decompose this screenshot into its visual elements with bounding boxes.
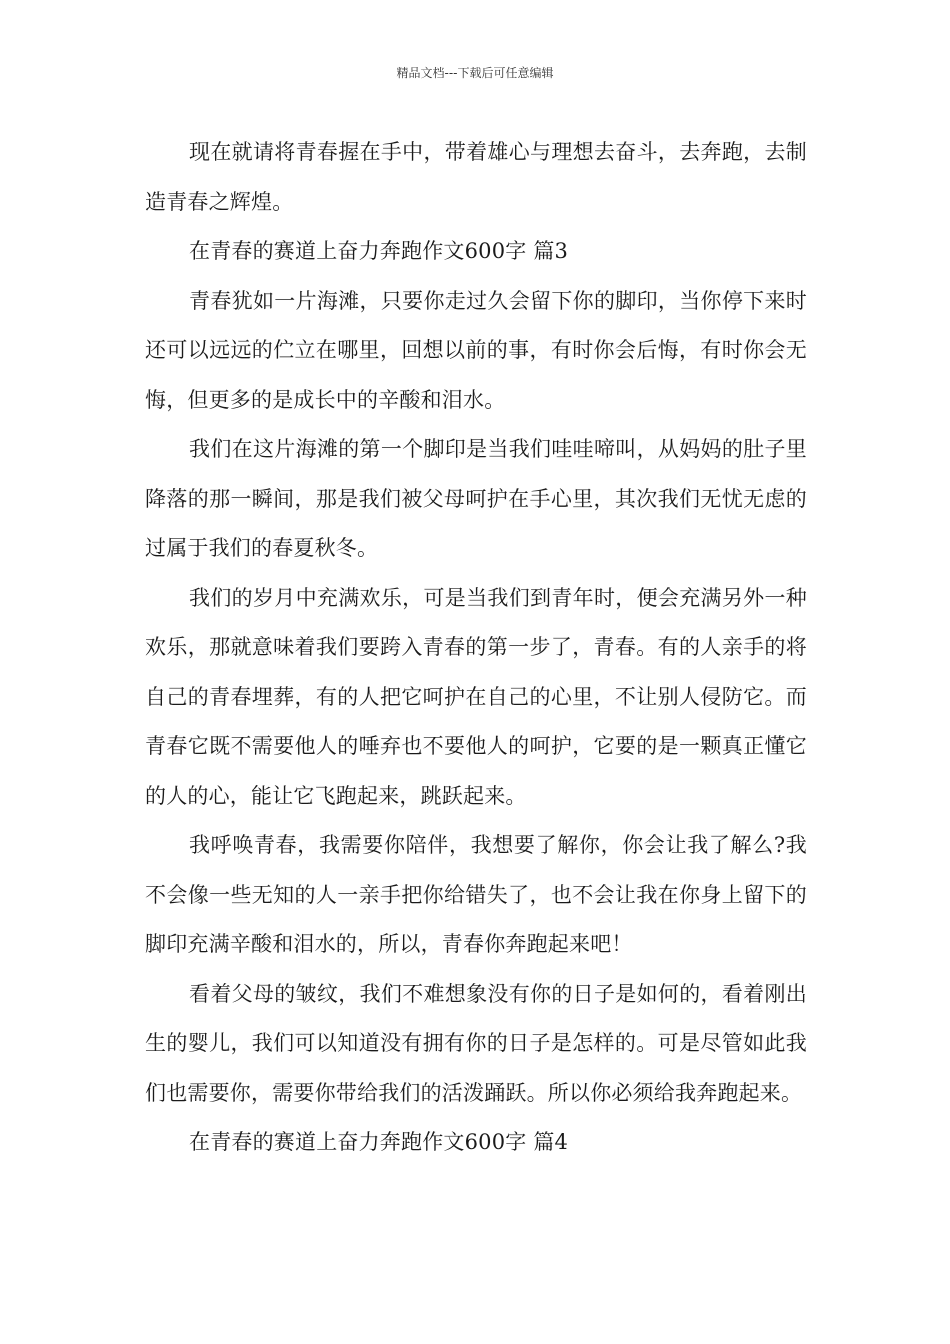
page-header: 精品文档---下载后可任意编辑 <box>396 66 554 80</box>
document-body <box>145 128 807 1168</box>
paragraph-6: 看着父母的皱纹，我们不难想象没有你的日子是如何的，看着刚出生的婴儿，我们可以知道没有拥有你的日子是怎样的。可是尽管如此我们也需要你，需要你带给我们的活泼踊跃。所以你必须给我奔跑起来。 <box>145 981 807 1105</box>
paragraph-3: 我们在这片海滩的第一个脚印是当我们哇哇啼叫，从妈妈的肚子里降落的那一瞬间，那是我们被父母呵护在手心里，其次我们无忧无虑的过属于我们的春夏秋冬。 <box>145 437 807 560</box>
paragraph-4: 我们的岁月中充满欢乐，可是当我们到青年时，便会充满另外一种欢乐，那就意味着我们要跨入青春的第一步了，青春。有的人亲手的将自己的青春埋葬，有的人把它呵护在自己的心里，不让别人侵防它。而青春它既不需要他人的唾弃也不要他人的呵护，它要的是一颗真正懂它的人的心，能让它飞跑起来，跳跃起来。 <box>145 585 807 808</box>
paragraph-2: 青春犹如一片海滩，只要你走过久会留下你的脚印，当你停下来时还可以远远的伫立在哪里，回想以前的事，有时你会后悔，有时你会无悔，但更多的是成长中的辛酸和泪水。 <box>145 288 807 412</box>
section-heading-3: 在青春的赛道上奋力奔跑作文600字 篇3 <box>189 239 569 263</box>
section-heading-4: 在青春的赛道上奋力奔跑作文600字 篇4 <box>189 1130 569 1154</box>
paragraph-5: 我呼唤青春，我需要你陪伴，我想要了解你，你会让我了解么?我不会像一些无知的人一亲手把你给错失了，也不会让我在你身上留下的脚印充满辛酸和泪水的，所以，青春你奔跑起来吧！ <box>145 833 807 956</box>
paragraph-1: 现在就请将青春握在手中，带着雄心与理想去奋斗，去奔跑，去制造青春之辉煌。 <box>145 140 807 214</box>
